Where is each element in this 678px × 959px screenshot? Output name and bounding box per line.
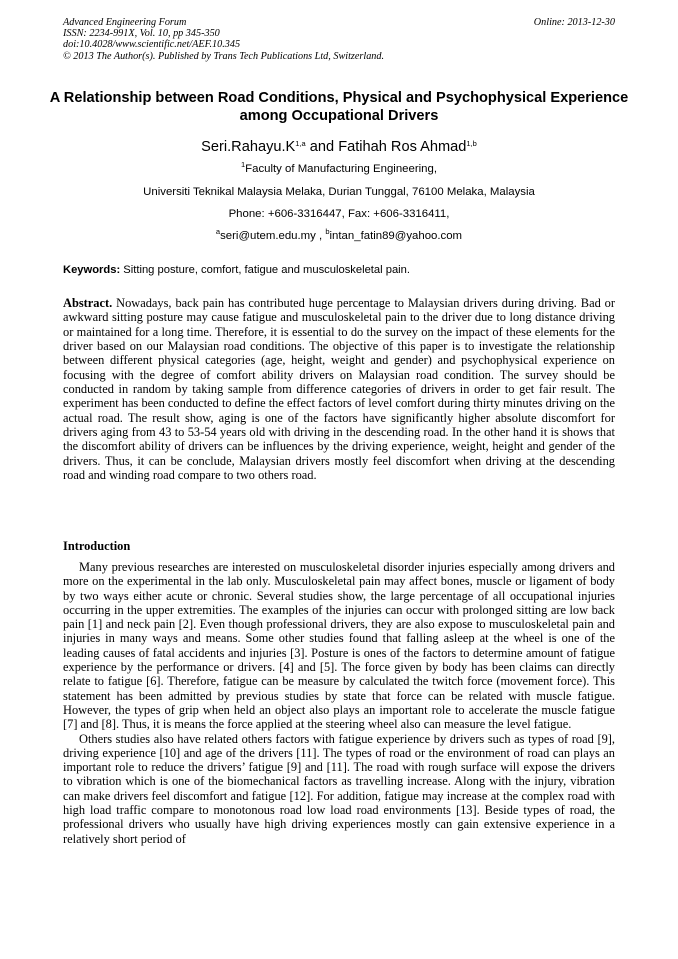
copyright-line: © 2013 The Author(s). Published by Trans Tech Publications Ltd, Switzerland.	[63, 50, 385, 62]
affil-marker: 1	[240, 160, 246, 169]
abstract-section	[63, 296, 615, 482]
email-a[interactable]: seri@utem.edu.my	[220, 230, 316, 242]
journal-header	[63, 17, 615, 62]
author-2: Fatihah Ros Ahmad	[338, 139, 467, 155]
faculty-text: Faculty of Manufacturing Engineering,	[245, 163, 438, 175]
abstract-text: Nowadays, back pain has contributed huge percentage to Malaysian drivers during driving. Bad or awkward sitting posture may cause fatigue and musculoskeletal pain to the driver due to long distance driving or maintained for a long time. Therefore, it is essential to do the survey on the impact of these elements for the driver based on our Malaysian road conditions. The objective of this paper is to investigate the relationship between different physical categories (age, height, weight and gender) and psychophysical experience on focusing with the degree of comfort ability drivers on Malaysian road condition. The survey should be conducted in random by taking sample from difference categories of drivers in order to get fair result. The experiment has been conducted to define the effect factors of level comfort during thirty minutes driving on the actual road. The result show, aging is one of the factors have significantly higher absolute discomfort for drivers aging from 43 to 53-54 years old with driving in the descending road. In the other hand it is shows that the discomfort ability of drivers can be influences by the driving experience, weight, height and gender of the drivers. Thus, it can be conclude, Malaysian drivers mostly feel discomfort when driving at the descending road and winding road compare to two others road.	[63, 296, 616, 483]
email-b[interactable]: intan_fatin89@yahoo.com	[329, 230, 463, 242]
doi-line: doi:10.4028/www.scientific.net/AEF.10.345	[63, 39, 241, 51]
introduction-body	[63, 560, 615, 846]
intro-paragraph-1: Many previous researches are interested on musculoskeletal disorder injuries especially among drivers and more on the experimental in the lab only. Musculoskeletal pain may affect bones, muscle or ligament of body by two ways either acute or chronic. Several studies show, the large percentage of all occupational injuries occurring in the upper extremities. The examples of the injuries can occur with prolonged sitting are low back pain [1] and neck pain [2]. Even though professional drivers, they are also expose to musculoskeletal pain and injuries in many ways and means. Some other studies found that falling asleep at the wheel is one of the leading causes of fatal accidents and injuries [3]. Posture is ones of the factors to determine amount of fatigue experience by the performance or drivers. [4] and [5]. The force given by body has been claims can directly relate to fatigue [6]. Therefore, fatigue can be measure by calculated the twitch force (movement force). This statement has been admitted by previous studies by state that force can be related with muscle fatigue. However, the types of grip when held an object also plays an important role to accelerate the muscle fatigue [7] and [8]. Thus, it is means the force applied at the steering wheel also can measure the level fatigue.	[63, 560, 615, 732]
keywords-label: Keywords:	[63, 264, 121, 276]
author-2-affil: 1,b	[466, 139, 477, 148]
author-line	[0, 138, 678, 156]
keywords-text: Sitting posture, comfort, fatigue and musculoskeletal pain.	[120, 264, 410, 276]
journal-name: Advanced Engineering Forum	[63, 17, 187, 28]
introduction-heading: Introduction	[63, 539, 131, 553]
email-b-marker: b	[325, 227, 330, 236]
author-connector: and	[305, 139, 339, 155]
keywords-section	[63, 263, 623, 277]
affiliation-university: Universiti Teknikal Malaysia Melaka, Durian Tunggal, 76100 Melaka, Malaysia	[143, 186, 535, 198]
affiliation-emails	[0, 229, 678, 243]
email-a-marker: a	[215, 227, 221, 236]
issn-line: ISSN: 2234-991X, Vol. 10, pp 345-350	[63, 28, 220, 40]
intro-paragraph-2: Others studies also have related others factors with fatigue experience by drivers such as types of road [9], driving experience [10] and age of the drivers [11]. The types of road or the environment of road can plays an important role to reduce the drivers’ fatigue [9] and [11]. The road with rough surface will expose the drivers to vibration which is one of the biomechanical factors as travelling increase. Along with the injury, vibration can make drivers feel discomfort and fatigue [12]. For addition, fatigue may increase at the complex road with high load traffic compare to monotonous road low load road environments [13]. Beside types of road, the professional drivers who usually have high driving experiences mostly can gain extensive experience in a relatively short period of	[63, 731, 615, 846]
affiliation-phone: Phone: +606-3316447, Fax: +606-3316411,	[228, 208, 450, 220]
author-1: Seri.Rahayu.K	[201, 139, 296, 155]
online-date: Online: 2013-12-30	[533, 17, 615, 28]
paper-title: A Relationship between Road Conditions, Physical and Psychophysical Experience among Occupational Drivers	[49, 90, 629, 124]
abstract-label: Abstract.	[63, 296, 113, 310]
author-1-affil: 1,a	[295, 139, 306, 148]
email-separator: ,	[315, 230, 326, 242]
affiliation-faculty	[0, 162, 678, 176]
